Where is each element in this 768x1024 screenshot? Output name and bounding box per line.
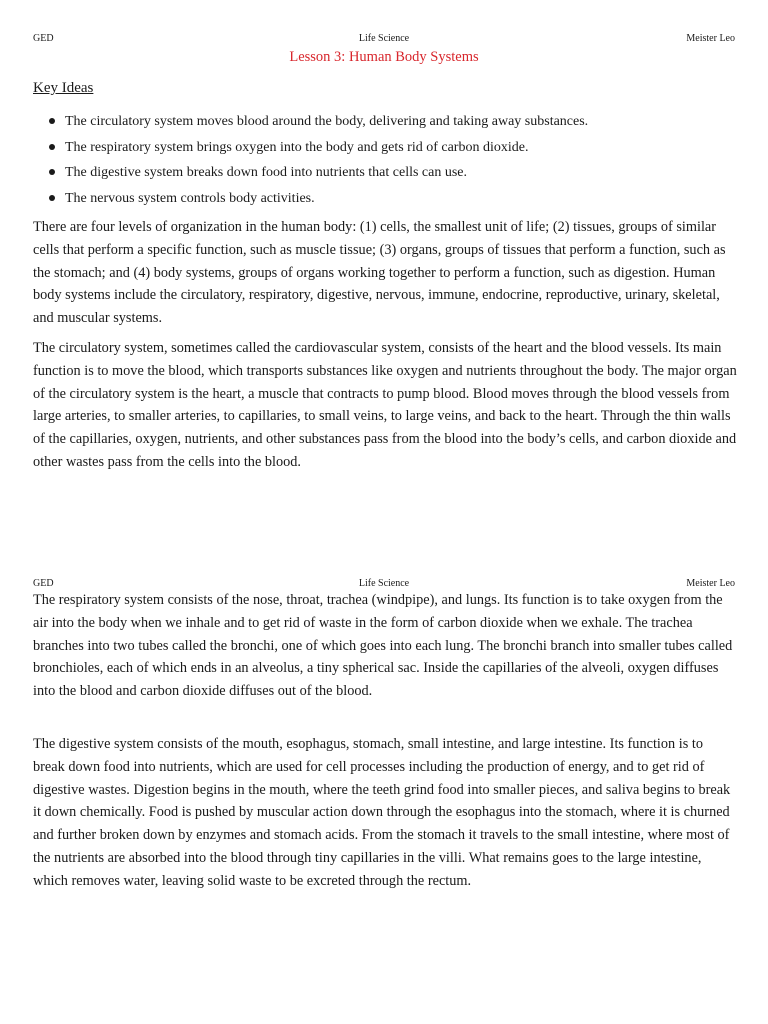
list-item	[33, 135, 743, 161]
header-course: GED	[33, 578, 54, 589]
bullet-icon	[49, 195, 55, 201]
list-item-text: The digestive system breaks down food into nutrients that cells can use.	[65, 165, 468, 180]
header-subject: Life Science	[358, 33, 410, 44]
paragraph-circulatory-system: The circulatory system, sometimes called the cardiovascular system, consists of the heart and the blood vessels. Its main function is to move the blood, which transports substances like oxygen and nutrients throughout the body. The major organ of the circulatory system is the heart, a muscle that contracts to pump blood. Blood moves through the blood vessels from large arteries, to smaller arteries, to capillaries, to small veins, to large veins, and back to the heart. Through the thin walls of the capillaries, oxygen, nutrients, and other substances pass from the blood into the body’s cells, and carbon dioxide and other wastes pass from the cells into the blood.	[33, 340, 737, 470]
paragraph-digestive-system: The digestive system consists of the mouth, esophagus, stomach, small intestine, and large intestine. Its function is to break down food into nutrients, which are used for cell processes including the production of energy, and to get rid of digestive wastes. Digestion begins in the mouth, where the teeth grind food into smaller pieces, and saliva begins to break it down chemically. Food is pushed by muscular action down through the esophagus into the stomach, where it is churned and further broken down by enzymes and stomach acids. From the stomach it travels to the small intestine, where most of the nutrients are absorbed into the blood through tiny capillaries in the villi. What remains goes to the large intestine, which removes water, leaving solid waste to be excreted through the rectum.	[33, 736, 731, 889]
paragraph-levels-of-organization: There are four levels of organization in the human body: (1) cells, the smallest unit of life; (2) tissues, groups of similar cells that perform a specific function, such as muscle tissue; (3) organs, groups of tissues that perform a function, such as the stomach; and (4) body systems, groups of organs working together to perform a function, such as digestion. Human body systems include the circulatory, respiratory, digestive, nervous, immune, endocrine, reproductive, urinary, skeletal, and muscular systems.	[33, 219, 726, 327]
page-2	[0, 574, 768, 1024]
list-item-text: The nervous system controls body activities.	[65, 190, 315, 206]
list-item	[33, 160, 743, 186]
bullet-icon	[49, 118, 55, 124]
header-teacher: Meister Leo	[686, 33, 735, 44]
key-ideas-heading: Key Ideas	[33, 80, 94, 96]
bullet-icon	[49, 144, 55, 150]
list-item-text: The circulatory system moves blood around the body, delivering and taking away substances.	[65, 114, 589, 129]
lesson-title: Lesson 3: Human Body Systems	[289, 49, 479, 65]
bullet-icon	[49, 169, 55, 175]
list-item	[33, 186, 743, 212]
paragraph-respiratory-system: The respiratory system consists of the nose, throat, trachea (windpipe), and lungs. Its function is to take oxygen from the air into the body when we inhale and to get rid of waste in the form of carbon dioxide when we exhale. The trachea branches into two tubes called the bronchi, one of which goes into each lung. The bronchi branch into smaller tubes called bronchioles, each of which ends in an alveolus, a tiny spherical sac. Inside the capillaries of the alveoli, oxygen diffuses into the blood and carbon dioxide diffuses out of the blood.	[33, 592, 733, 700]
page-header	[33, 32, 735, 46]
header-course: GED	[33, 33, 54, 44]
header-teacher: Meister Leo	[686, 578, 735, 589]
list-item	[33, 109, 743, 135]
header-subject: Life Science	[358, 578, 410, 589]
key-ideas-list	[33, 109, 743, 211]
list-item-text: The respiratory system brings oxygen into the body and gets rid of carbon dioxide.	[65, 139, 529, 155]
